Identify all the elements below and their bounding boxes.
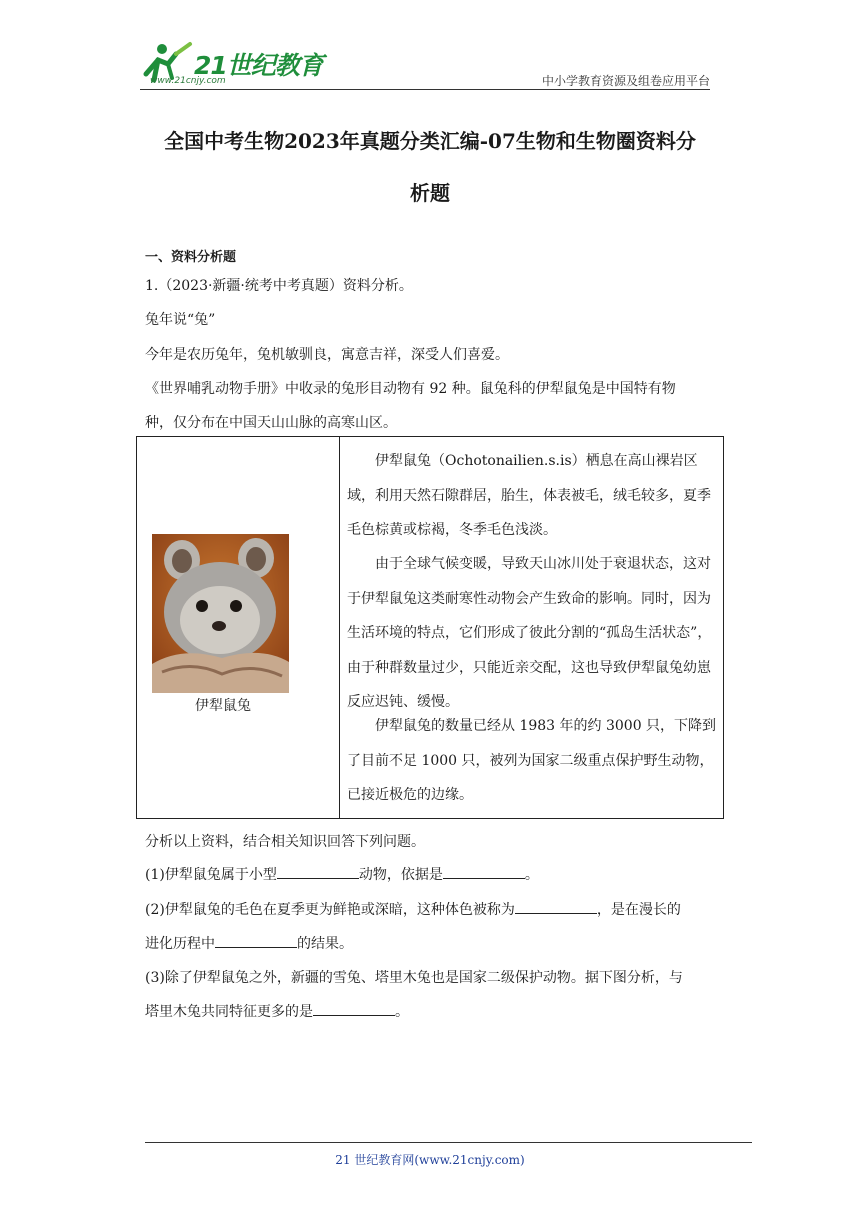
footer-divider [145, 1142, 752, 1143]
table-divider [339, 437, 340, 818]
question-2-text-d: 的结果。 [297, 936, 353, 952]
answer-blank[interactable] [313, 1001, 395, 1016]
platform-label: 中小学教育资源及组卷应用平台 [541, 74, 710, 88]
material-table [136, 436, 724, 819]
answer-blank[interactable] [443, 864, 525, 879]
question-1-text-c: 。 [524, 867, 539, 883]
question-3-text-c: 。 [395, 1004, 409, 1020]
question-1-text-a: (1)伊犁鼠兔属于小型 [145, 867, 277, 883]
table-paragraph-3: 伊犁鼠兔的数量已经从 1983 年的约 3000 只，下降到了目前不足 1000 只，被列为国家二级重点保护野生动物，已接近极危的边缘。 [347, 718, 717, 803]
material-paragraph-1: 今年是农历兔年，兔机敏驯良，寓意吉祥，深受人们喜爱。 [145, 347, 509, 363]
analysis-prompt: 分析以上资料，结合相关知识回答下列问题。 [145, 834, 425, 850]
photo-caption: 伊犁鼠兔 [195, 698, 251, 714]
footer-link[interactable]: 21 世纪教育网(www.21cnjy.com) [335, 1153, 525, 1167]
material-paragraph-2-line-2: 种，仅分布在中国天山山脉的高寒山区。 [145, 415, 397, 431]
table-paragraph-2: 由于全球气候变暖，导致天山冰川处于衰退状态，这对于伊犁鼠兔这类耐寒性动物会产生致命的影响。同时，因为生活环境的特点，它们形成了彼此分割的“孤岛生活状态”，由于种群数量过少，只能近亲交配，这也导致伊犁鼠兔幼崽反应迟钝、缓慢。 [347, 556, 712, 710]
section-heading: 一、资料分析题 [145, 250, 237, 265]
question-3-line-2 [145, 1001, 409, 1021]
logo-url: www.21cnjy.com [150, 76, 226, 86]
question-2-line-1 [145, 899, 681, 919]
answer-blank[interactable] [277, 864, 359, 879]
table-paragraph-1: 伊犁鼠兔（Ochotonailien.s.is）栖息在高山裸岩区域，利用天然石隙群居，胎生，体表被毛，绒毛较多，夏季毛色棕黄或棕褐，冬季毛色浅淡。 [347, 453, 711, 538]
question-2-text-a: (2)伊犁鼠兔的毛色在夏季更为鲜艳或深暗，这种体色被称为 [145, 902, 515, 918]
site-logo [140, 40, 323, 92]
material-heading: 兔年说“兔” [145, 312, 216, 328]
question-2-text-b: ，是在漫长的 [596, 902, 681, 918]
answer-blank[interactable] [515, 899, 597, 914]
logo-text: 21世纪教育 [194, 51, 323, 80]
pika-photo [152, 534, 289, 693]
question-3-line-1: (3)除了伊犁鼠兔之外，新疆的雪兔、塔里木兔也是国家二级保护动物。据下图分析，与 [145, 970, 683, 986]
question-intro: 1.（2023·新疆·统考中考真题）资料分析。 [145, 278, 413, 294]
answer-blank[interactable] [215, 933, 297, 948]
header-divider [140, 89, 710, 90]
question-1-text-b: 动物，依据是 [358, 867, 443, 883]
title-line-2: 析题 [410, 181, 450, 205]
question-3-text-b: 塔里木兔共同特征更多的是 [145, 1004, 313, 1020]
question-2-text-c: 进化历程中 [145, 936, 215, 952]
title-line-1: 全国中考生物2023年真题分类汇编-07生物和生物圈资料分 [164, 129, 696, 153]
question-2-line-2 [145, 933, 353, 953]
page-title [120, 115, 740, 219]
question-1 [145, 864, 539, 884]
material-paragraph-2-line-1: 《世界哺乳动物手册》中收录的兔形目动物有 92 种。鼠兔科的伊犁鼠兔是中国特有物 [145, 381, 676, 397]
